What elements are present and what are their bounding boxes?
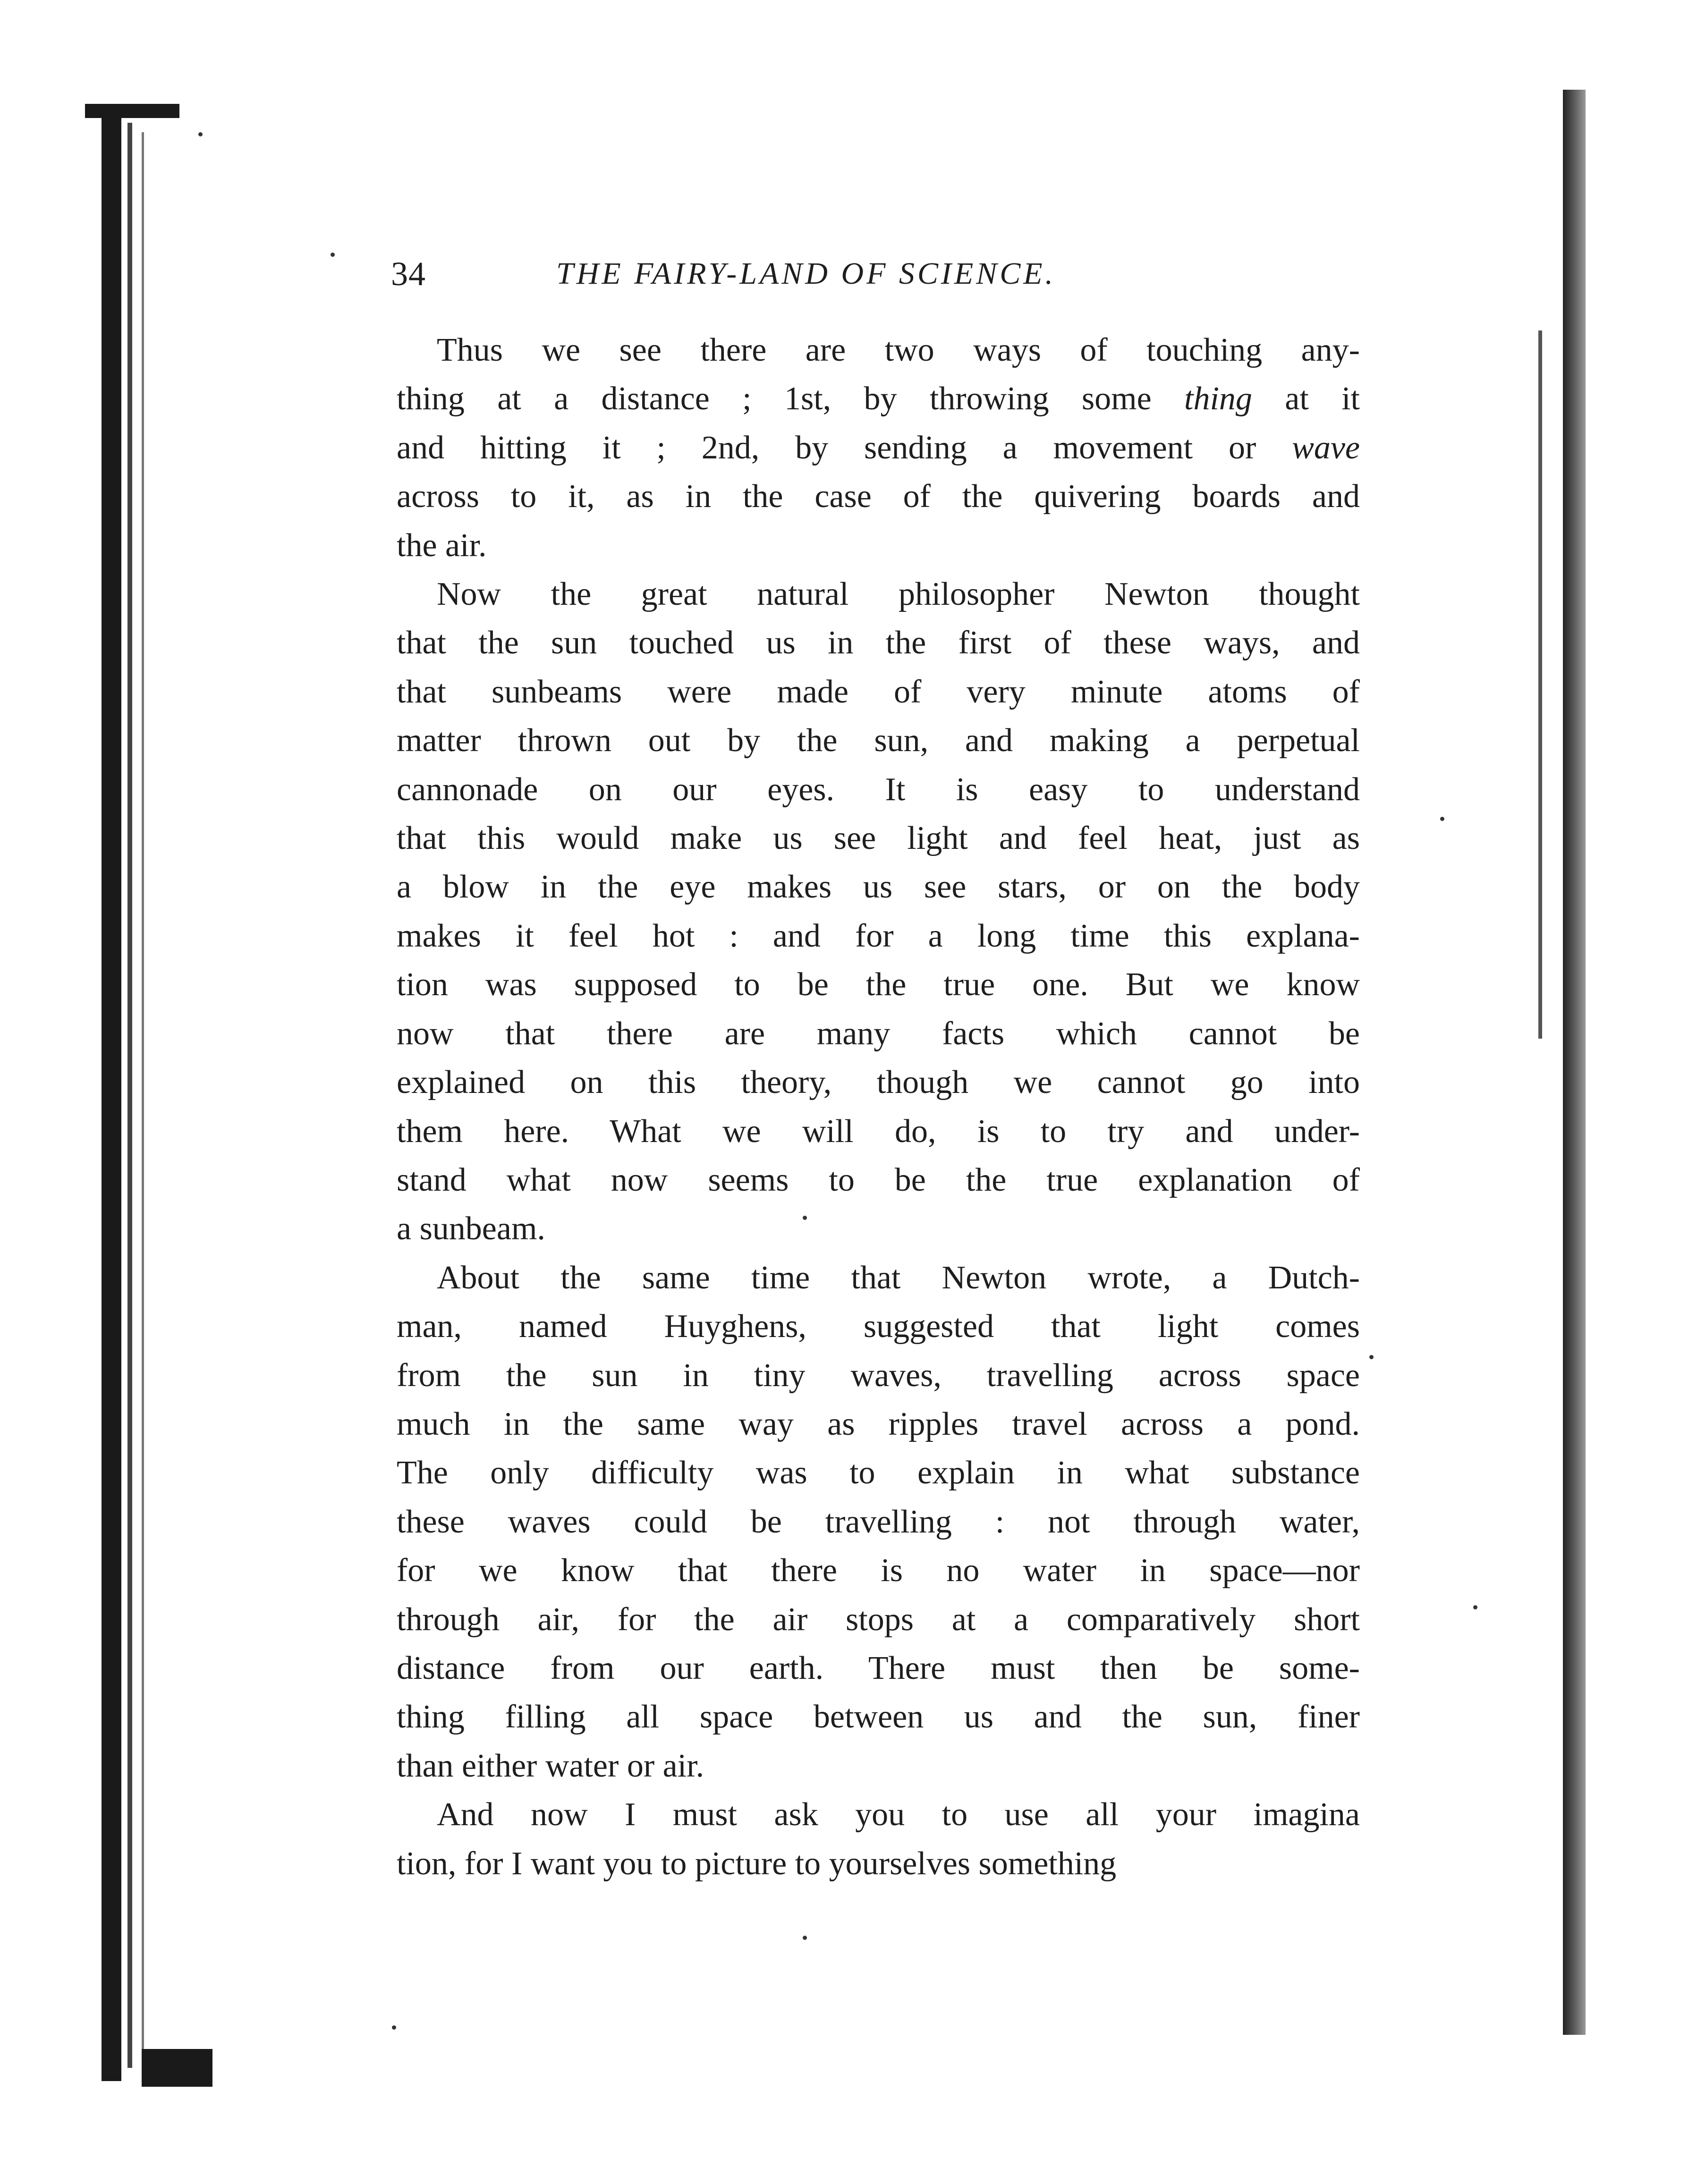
scan-edge-left-cap-top <box>85 104 179 118</box>
paragraph <box>397 1253 1360 1790</box>
text-line: stand what now seems to be the true explanation of <box>397 1161 1360 1198</box>
text-line: that the sun touched us in the first of these ways, and <box>397 625 1360 661</box>
scan-edge-right <box>1563 90 1586 2035</box>
scan-edge-right-thin <box>1538 330 1542 1039</box>
text-line: The only difficulty was to explain in what substance <box>397 1455 1360 1491</box>
scan-edge-left-cap-bottom <box>142 2049 212 2087</box>
scan-edge-left-thin <box>142 132 144 2063</box>
scan-speck <box>198 132 203 136</box>
running-title: THE FAIRY-LAND OF SCIENCE. <box>556 256 1056 291</box>
scan-speck <box>1440 817 1444 821</box>
text-line: Thus we see there are two ways of touching any- <box>437 332 1360 368</box>
italic-word: thing <box>1184 381 1252 417</box>
text-line: the air. <box>397 527 487 564</box>
body-text <box>397 326 1360 1888</box>
text-line: much in the same way as ripples travel across a pond. <box>397 1405 1360 1442</box>
scan-speck <box>1369 1355 1374 1359</box>
text-line: thing filling all space between us and the sun, finer <box>397 1699 1360 1735</box>
text-line: cannonade on our eyes. It is easy to understand <box>397 771 1360 808</box>
running-head <box>391 250 1312 297</box>
text-line: for we know that there is no water in space—nor <box>397 1552 1360 1589</box>
text-line: matter thrown out by the sun, and making a perpetual <box>397 722 1360 759</box>
paragraph <box>397 326 1360 570</box>
text-line: thing at a distance ; 1st, by throwing some thing at it <box>397 381 1360 417</box>
paragraph <box>397 570 1360 1253</box>
text-line: explained on this theory, though we cannot go into <box>397 1064 1360 1101</box>
text-line: About the same time that Newton wrote, a Dutch- <box>437 1259 1360 1296</box>
scan-edge-left <box>102 108 121 2081</box>
text-line: across to it, as in the case of the quivering boards and <box>397 478 1360 515</box>
text-line: distance from our earth. There must then be some- <box>397 1650 1360 1686</box>
text-line: Now the great natural philosopher Newton thought <box>437 576 1360 613</box>
text-line: than either water or air. <box>397 1747 704 1784</box>
text-line: makes it feel hot : and for a long time this explana- <box>397 917 1360 954</box>
scan-speck <box>1473 1605 1477 1609</box>
text-line: and hitting it ; 2nd, by sending a movement or wave <box>397 429 1360 466</box>
text-line: And now I must ask you to use all your imagina <box>437 1796 1360 1833</box>
text-line: from the sun in tiny waves, travelling across space <box>397 1357 1360 1394</box>
scan-speck <box>803 1936 807 1940</box>
text-line: tion was supposed to be the true one. But we know <box>397 966 1360 1003</box>
text-line: that this would make us see light and feel heat, just as <box>397 820 1360 857</box>
text-line: a sunbeam. <box>397 1211 545 1247</box>
page-number: 34 <box>391 255 426 293</box>
text-line: that sunbeams were made of very minute atoms of <box>397 673 1360 710</box>
text-line: through air, for the air stops at a comparatively short <box>397 1601 1360 1638</box>
text-line: tion, for I want you to picture to yourselves something <box>397 1845 1117 1882</box>
text-line: them here. What we will do, is to try and under- <box>397 1113 1360 1150</box>
text-line: these waves could be travelling : not through water, <box>397 1503 1360 1540</box>
text-line: a blow in the eye makes us see stars, or on the body <box>397 869 1360 906</box>
text-line: now that there are many facts which cannot be <box>397 1015 1360 1052</box>
italic-word: wave <box>1292 429 1360 466</box>
scan-speck <box>392 2025 396 2030</box>
text-line: man, named Huyghens, suggested that light comes <box>397 1308 1360 1345</box>
paragraph <box>397 1790 1360 1888</box>
scan-speck <box>331 253 335 257</box>
scan-edge-left-inner <box>127 123 132 2068</box>
